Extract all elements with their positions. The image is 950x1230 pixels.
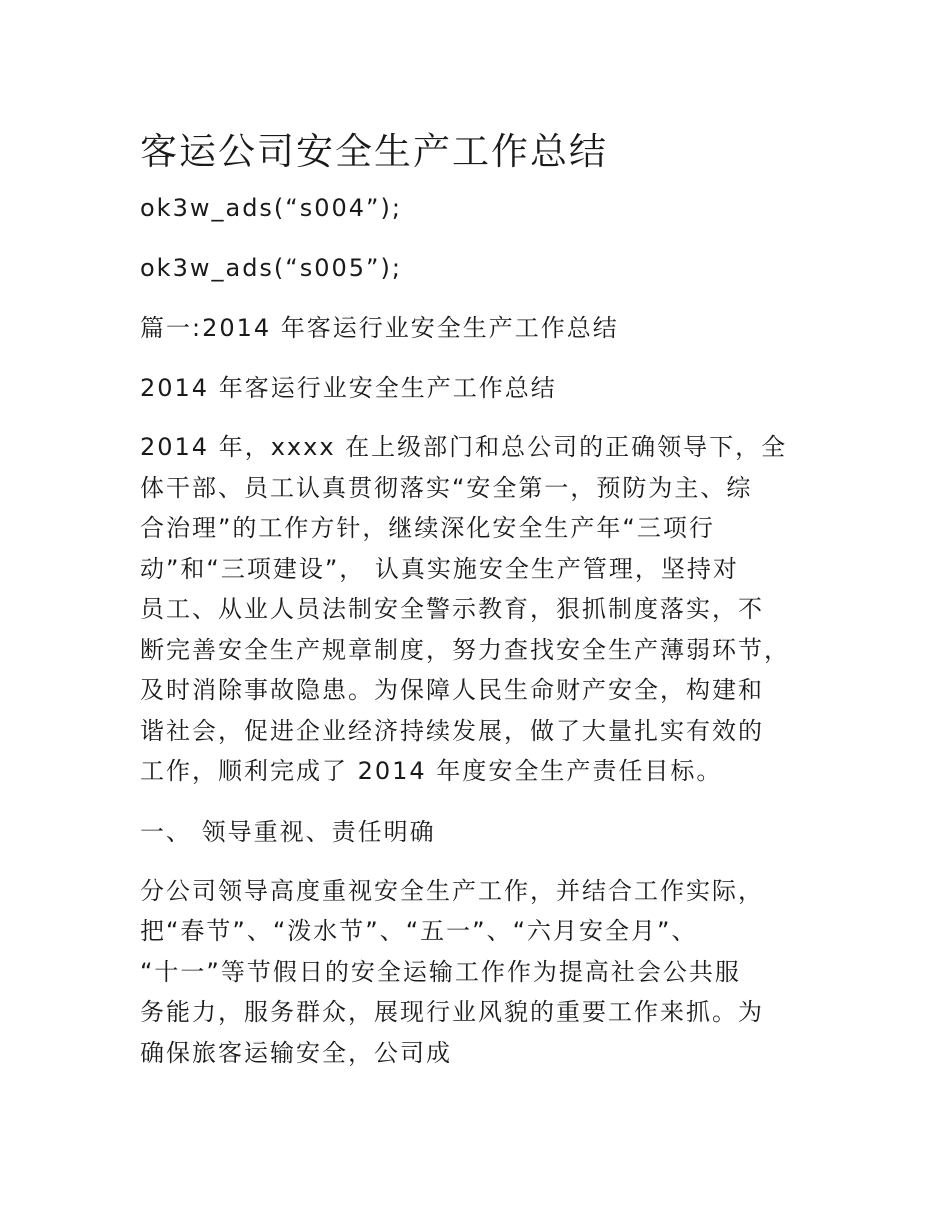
paragraph-line: 及时消除事故隐患。为保障人民生命财产安全，构建和 — [140, 676, 764, 704]
document-page — [140, 128, 810, 1073]
paragraph-line: 把“春节”、“泼水节”、“五一”、“六月安全月”、 — [140, 917, 698, 945]
paragraph-line: 2014 年，xxxx 在上级部门和总公司的正确领导下，全 — [140, 433, 788, 461]
paragraph-line: 工作，顺利完成了 2014 年度安全生产责任目标。 — [140, 757, 723, 785]
paragraph-line: 谐社会，促进企业经济持续发展，做了大量扎实有效的 — [140, 716, 764, 745]
intro-paragraph — [140, 427, 810, 792]
paragraph-line: 分公司领导高度重视安全生产工作，并结合工作实际， — [140, 876, 764, 905]
paragraph-line: 确保旅客运输安全，公司成 — [140, 1038, 452, 1067]
paragraph-line: 断完善安全生产规章制度，努力查找安全生产薄弱环节， — [140, 635, 790, 664]
section-one-paragraph — [140, 871, 810, 1074]
paragraph-line: 体干部、员工认真贯彻落实“安全第一，预防为主、综 — [140, 473, 753, 502]
document-title: 客运公司安全生产工作总结 — [140, 130, 608, 173]
paragraph-line: 员工、从业人员法制安全警示教育，狠抓制度落实，不 — [140, 595, 764, 623]
paragraph-line: 务能力，服务群众，展现行业风貌的重要工作来抓。为 — [140, 998, 764, 1026]
code-line-2: ok3w_ads(“s005”); — [140, 254, 402, 282]
chapter-heading: 篇一:2014 年客运行业安全生产工作总结 — [140, 314, 619, 342]
section-one-heading: 一、 领导重视、责任明确 — [140, 817, 436, 846]
paragraph-line: 动”和“三项建设”， 认真实施安全生产管理，坚持对 — [140, 554, 739, 583]
paragraph-line: “十一”等节假日的安全运输工作作为提高社会公共服 — [140, 957, 741, 986]
paragraph-line: 合治理”的工作方针，继续深化安全生产年“三项行 — [140, 514, 715, 542]
sub-heading: 2014 年客运行业安全生产工作总结 — [140, 374, 557, 402]
code-line-1: ok3w_ads(“s004”); — [140, 194, 402, 222]
